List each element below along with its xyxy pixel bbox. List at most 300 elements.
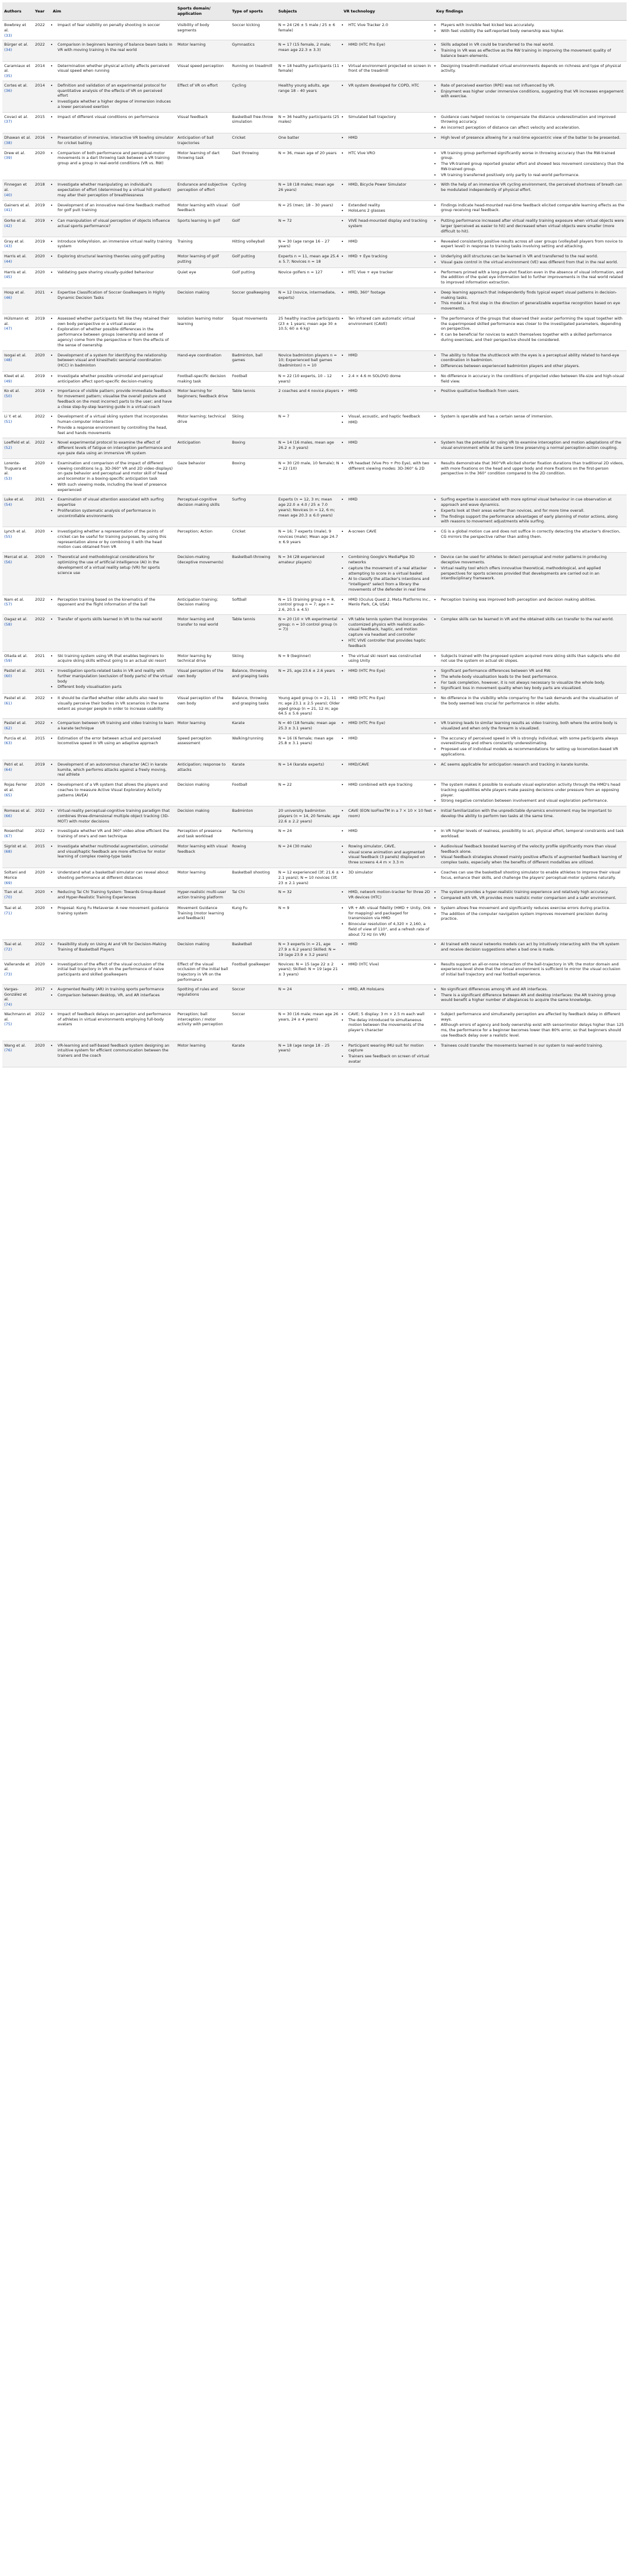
tech-cell-list	[344, 63, 433, 74]
reference-link: (35)	[4, 74, 12, 79]
tech-cell	[342, 940, 434, 959]
domain-cell: Isolation learning motor learning	[176, 314, 230, 350]
tech-cell-item: • HMD (HTC Pro Eye)	[348, 720, 433, 726]
aim-cell	[51, 387, 176, 412]
findings-cell-item: • Rate of perceived exertion (RPE) was not influenced by VR.	[441, 83, 625, 88]
subjects-cell: N = 18 healthy participants (11 female)	[277, 61, 342, 81]
domain-cell: Speed perception assessment	[176, 734, 230, 760]
subjects-cell: N = 7	[277, 412, 342, 438]
findings-cell-item: • Results demonstrate that 360°VR elicited shorter fixation durations than traditional 2D videos, with more fixations on the head and upper body and more fixations on the first-person perspective in the 360° condition compared to the 2D condition.	[441, 461, 625, 476]
aim-cell	[51, 780, 176, 806]
aim-cell-item: • Comparison of both performance and perceptual-motor movements in a dart throwing task between a VR training group and a group in real-world conditions (VR vs. RW)	[58, 151, 174, 166]
domain-cell: Motor learning and transfer to real world	[176, 614, 230, 651]
findings-cell-item: • Underlying skill structures can be learned in VR and transferred to the real world.	[441, 254, 625, 259]
authors-cell	[2, 314, 33, 350]
authors-cell	[2, 288, 33, 314]
tech-cell-item: • VR table tennis system that incorporates customized physics with realistic audio-visual feedback, haptic, and motion capture via headset and controller	[348, 617, 433, 637]
findings-cell-item: • Initial familiarization with the unpredictable dynamics environment may be important to develop the ability to perform two tasks at the same time.	[441, 808, 625, 819]
aim-cell-item: • VR-learning and self-based feedback system designing an intuitive system for efficient communication between the trainers and the coach	[58, 1043, 174, 1059]
tech-cell	[342, 148, 434, 180]
year-cell: 2022	[33, 614, 51, 651]
reference-link: (47)	[4, 326, 12, 331]
findings-cell-list	[436, 696, 625, 706]
subjects-cell: Experts n = 11, mean age 25.4 ± 5.7; Novices n = 18	[277, 252, 342, 268]
tech-cell-list	[344, 762, 433, 767]
year-cell: 2017	[33, 984, 51, 1009]
domain-cell: Perception of presence and task workload	[176, 827, 230, 842]
aim-cell-list	[53, 388, 174, 409]
reference-link: (37)	[4, 119, 12, 125]
year-cell: 2014	[33, 81, 51, 112]
table-row	[2, 200, 627, 216]
aim-cell	[51, 350, 176, 371]
aim-cell	[51, 614, 176, 651]
authors-cell	[2, 984, 33, 1009]
aim-cell-list	[53, 254, 174, 259]
tech-cell-item: • HMD	[348, 388, 433, 394]
findings-cell	[434, 806, 627, 827]
author-name: Drew et al.	[4, 150, 26, 155]
findings-cell	[434, 984, 627, 1009]
findings-cell	[434, 112, 627, 133]
tech-cell-list	[344, 529, 433, 534]
aim-cell	[51, 237, 176, 252]
author-name: Kleet et al.	[4, 373, 26, 378]
aim-cell	[51, 267, 176, 288]
aim-cell-item: • Comparison in beginners learning of balance beam tasks in VR with moving training in the real world	[58, 42, 174, 53]
subjects-cell: N = 9	[277, 903, 342, 940]
subjects-cell: N = 36, mean age of 20 years	[277, 148, 342, 180]
header-year: Year	[33, 2, 51, 21]
subjects-cell: N = 24 (26 ± 5 male / 25 ± 6 female)	[277, 21, 342, 40]
aim-cell-list	[53, 114, 174, 120]
domain-cell: Visual perception of the own body	[176, 694, 230, 719]
reference-link: (43)	[4, 244, 12, 249]
findings-cell-item: • Deep learning approach that independently finds typical expert visual patterns in decision-making tasks.	[441, 290, 625, 301]
tech-cell-item: • HMD/CAVE	[348, 762, 433, 767]
domain-cell: Anticipation; response to attacks	[176, 760, 230, 780]
reference-link: (61)	[4, 700, 12, 706]
tech-cell	[342, 959, 434, 984]
aim-cell-list	[53, 808, 174, 824]
year-cell: 2022	[33, 21, 51, 40]
aim-cell-list	[53, 668, 174, 690]
tech-cell-list	[344, 83, 433, 88]
table-row	[2, 133, 627, 149]
year-cell: 2022	[33, 694, 51, 719]
tech-cell	[342, 841, 434, 868]
tech-cell	[342, 888, 434, 904]
reference-link: (34)	[4, 47, 12, 53]
findings-cell	[434, 527, 627, 553]
findings-cell-item: • Putting performance increased after virtual reality training exposure when virtual objects were larger (perceived as easier to hit) and decreased when virtual objects were smaller (more difficult to hit).	[441, 218, 625, 234]
tech-cell	[342, 21, 434, 40]
findings-cell-item: • It can be beneficial for novices to watch themselves together with a skilled performance during exercises, and their perspective should be considered.	[441, 332, 625, 343]
subjects-cell: N = 24	[277, 984, 342, 1009]
subjects-cell: N = 9 (beginner)	[277, 651, 342, 667]
tech-cell	[342, 903, 434, 940]
findings-cell-item: • Skills adapted in VR could be transferred to the real world.	[441, 42, 625, 47]
findings-cell-list	[436, 63, 625, 74]
domain-cell: Perception; ball interception / motor activity with perception	[176, 1009, 230, 1041]
year-cell: 2018	[33, 180, 51, 200]
tech-cell-list	[344, 42, 433, 47]
table-row	[2, 614, 627, 651]
domain-cell: Perceptual-cognitive decision making skills	[176, 495, 230, 527]
tech-cell-list	[344, 720, 433, 726]
sport-cell: Soccer	[230, 984, 277, 1009]
tech-cell	[342, 81, 434, 112]
reference-link: (74)	[4, 1002, 12, 1008]
author-name: Soltani and Morice	[4, 870, 26, 880]
findings-cell	[434, 387, 627, 412]
tech-cell	[342, 984, 434, 1009]
sport-cell: Surfing	[230, 495, 277, 527]
year-cell: 2020	[33, 267, 51, 288]
domain-cell: Anticipation	[176, 438, 230, 458]
tech-cell	[342, 595, 434, 614]
aim-cell-item: • Exploration of whether possible differences in the performance between groups (ownership and sense of agency) come from the perspective or from the effects of the sense of ownership	[58, 327, 174, 347]
subjects-cell: N = 17 (15 female, 2 male; mean age 22.3 ± 3.3)	[277, 40, 342, 61]
sport-cell: Dart throwing	[230, 148, 277, 180]
findings-cell-item: • The ability to follow the shuttlecock with the eyes is a perceptual ability related to hand-eye coordination in badminton.	[441, 353, 625, 364]
tech-cell-item: • AI to classify the attacker's intentions and "intelligent" select from a library the movements of the defender in real time	[348, 576, 433, 592]
tech-cell-list	[344, 668, 433, 674]
author-name: Bowbrey et al.	[4, 23, 26, 33]
aim-cell-list	[53, 554, 174, 575]
header-subjects: Subjects	[277, 2, 342, 21]
year-cell: 2019	[33, 200, 51, 216]
authors-cell	[2, 237, 33, 252]
aim-cell-list	[53, 782, 174, 798]
aim-cell-item: • Comparison between VR training and video training to learn a karate technique	[58, 720, 174, 731]
findings-cell-list	[436, 23, 625, 34]
tech-cell-list	[344, 828, 433, 834]
authors-cell	[2, 387, 33, 412]
domain-cell: Hand-eye coordination	[176, 350, 230, 371]
subjects-cell: Experts (n = 12, 3 m; mean age 22.0 ± 4.0 / 25 ± 7.0 years); Novices (n = 12, 6 m; mean age 20.3 ± 6.0 years)	[277, 495, 342, 527]
table-row	[2, 760, 627, 780]
tech-cell	[342, 133, 434, 149]
aim-cell	[51, 760, 176, 780]
reference-link: (59)	[4, 658, 12, 664]
findings-cell	[434, 553, 627, 595]
sport-cell: Basketball shooting	[230, 868, 277, 888]
year-cell: 2016	[33, 133, 51, 149]
year-cell: 2015	[33, 734, 51, 760]
tech-cell-item: • HTC VIVE controller that provides haptic feedback	[348, 638, 433, 649]
sport-cell: Soccer kicking	[230, 21, 277, 40]
table-row	[2, 81, 627, 112]
table-row	[2, 959, 627, 984]
aim-cell-item: • Different body visualisation parts	[58, 684, 174, 690]
domain-cell: Anticipation training; Decision making	[176, 595, 230, 614]
authors-cell	[2, 21, 33, 40]
tech-cell	[342, 651, 434, 667]
tech-cell-list	[344, 135, 433, 141]
tech-cell-item: • HMD (HTC Pro Eye)	[348, 42, 433, 47]
tech-cell-item: • HMD, 360° footage	[348, 290, 433, 295]
findings-cell	[434, 252, 627, 268]
findings-cell	[434, 371, 627, 387]
header-vr-technology: VR technology	[342, 2, 434, 21]
tech-cell-list	[344, 987, 433, 992]
author-name: Harris et al.	[4, 254, 27, 259]
tech-cell	[342, 412, 434, 438]
authors-cell	[2, 252, 33, 268]
findings-cell-item: • Experts look at their areas earlier than novices, and for more time overall.	[441, 508, 625, 514]
findings-cell-item: • Subjects trained with the proposed system acquired more skiing skills than subjects who did not use the system on actual ski slopes.	[441, 653, 625, 664]
table-row	[2, 888, 627, 904]
aim-cell	[51, 112, 176, 133]
aim-cell-list	[53, 942, 174, 952]
table-row	[2, 387, 627, 412]
author-name: Gray et al.	[4, 238, 25, 244]
tech-cell-item: • HMD (Oculus Quest 2, Meta Platforms Inc., Menlo Park, CA, USA)	[348, 597, 433, 608]
authors-cell	[2, 734, 33, 760]
year-cell: 2015	[33, 841, 51, 868]
tech-cell	[342, 553, 434, 595]
findings-cell-list	[436, 461, 625, 476]
aim-cell-item: • Investigate whether VR and 360°-video allow efficient the training of one's and own technique	[58, 828, 174, 839]
authors-cell	[2, 868, 33, 888]
sport-cell: Soccer goalkeeping	[230, 288, 277, 314]
table-row	[2, 868, 627, 888]
findings-cell-list	[436, 942, 625, 952]
aim-cell-list	[53, 63, 174, 74]
year-cell: 2022	[33, 940, 51, 959]
domain-cell: Anticipation of ball trajectories	[176, 133, 230, 149]
authors-cell	[2, 527, 33, 553]
tech-cell-item: • visual scene animation and augmented visual feedback (3 panels) displayed on three screens 4.4 m × 3.3 m	[348, 850, 433, 865]
authors-cell	[2, 760, 33, 780]
domain-cell: Decision making	[176, 940, 230, 959]
aim-cell-list	[53, 720, 174, 731]
tech-cell	[342, 438, 434, 458]
authors-cell	[2, 112, 33, 133]
findings-cell-item: • The addition of the computer navigation system improves movement precision during practice.	[441, 911, 625, 922]
aim-cell-item: • Comparison between desktop, VR, and AR interfaces	[58, 993, 174, 998]
domain-cell: Motor learning by technical drive	[176, 651, 230, 667]
findings-cell-item: • Guidance cues helped novices to compensate the distance underestimation and improved throwing accuracy.	[441, 114, 625, 125]
subjects-cell: Novice golfers n = 127	[277, 267, 342, 288]
author-name: Pastel et al.	[4, 720, 27, 726]
reference-link: (69)	[4, 880, 12, 885]
aim-cell-item: • Can manipulation of visual perception of objects influence actual sports performance?	[58, 218, 174, 229]
table-row	[2, 412, 627, 438]
findings-cell	[434, 780, 627, 806]
findings-cell-item: • System allows free movement and significantly reduces exercise errors during practice.	[441, 906, 625, 911]
aim-cell-list	[53, 497, 174, 518]
findings-cell-list	[436, 1012, 625, 1038]
aim-cell-list	[53, 440, 174, 455]
sport-cell: Balance, throwing and grasping tasks	[230, 667, 277, 694]
subjects-cell: N = 12 experienced (3f; 21.6 ± 2.1 years); N = 10 novices (3f; 23 ± 2.1 years)	[277, 868, 342, 888]
year-cell: 2021	[33, 667, 51, 694]
authors-cell	[2, 806, 33, 827]
tech-cell-list	[344, 870, 433, 875]
sport-cell: Football goalkeeper	[230, 959, 277, 984]
tech-cell	[342, 694, 434, 719]
aim-cell-list	[53, 374, 174, 384]
findings-cell	[434, 734, 627, 760]
aim-cell-item: • Development of a system for identifying the relationship between visual and kinesthetic sensorial coordination (HCC) in badminton	[58, 353, 174, 368]
aim-cell	[51, 719, 176, 734]
aim-cell-item: • Transfer of sports skills learned in VR to the real world	[58, 617, 174, 622]
aim-cell	[51, 940, 176, 959]
table-row	[2, 148, 627, 180]
subjects-cell: N = 22	[277, 780, 342, 806]
tech-cell-item: • HMD	[348, 239, 433, 244]
year-cell: 2019	[33, 314, 51, 350]
year-cell: 2020	[33, 527, 51, 553]
tech-cell	[342, 387, 434, 412]
domain-cell: Decision making	[176, 806, 230, 827]
tech-cell-item: • Virtual environment projected on screen in front of the treadmill	[348, 63, 433, 74]
findings-cell	[434, 412, 627, 438]
sport-cell: Skiing	[230, 651, 277, 667]
year-cell: 2020	[33, 959, 51, 984]
author-name: Finnegan et al.	[4, 182, 27, 193]
authors-cell	[2, 148, 33, 180]
subjects-cell: N = 32	[277, 888, 342, 904]
year-cell: 2022	[33, 412, 51, 438]
tech-cell-list	[344, 151, 433, 156]
sport-cell: Boxing	[230, 438, 277, 458]
aim-cell-item: • Estimation of the error between actual and perceived locomotive speed in VR using an adaptive approach	[58, 736, 174, 747]
findings-cell-list	[436, 597, 625, 602]
subjects-cell: Novices: N = 15 (age 22 ± 2 years); Skilled: N = 19 (age 21 ± 3 years)	[277, 959, 342, 984]
subjects-cell: N = 18 (age range 18 – 25 years)	[277, 1041, 342, 1067]
findings-cell-item: • No difference in the visibility while comparing for the task demands and the visualisation of the body seemed less crucial for performance in older adults.	[441, 696, 625, 706]
reference-link: (67)	[4, 834, 12, 839]
tech-cell-list	[344, 239, 433, 244]
tech-cell-item: • HMD	[348, 440, 433, 445]
domain-cell: Motor learning	[176, 719, 230, 734]
tech-cell	[342, 314, 434, 350]
findings-cell-list	[436, 83, 625, 99]
findings-cell-list	[436, 151, 625, 178]
findings-cell-list	[436, 182, 625, 193]
year-cell: 2020	[33, 903, 51, 940]
subjects-cell: N = 14 (16 males, mean age 26.2 ± 3 years)	[277, 438, 342, 458]
aim-cell-item: • Reducing Tai Chi Training System: Towards Group-Based and Hyper-Realistic Training Experiences	[58, 890, 174, 900]
findings-cell-item: • Strong negative correlation between involvement and visual exploration performance.	[441, 798, 625, 804]
authors-cell	[2, 841, 33, 868]
sport-cell: Boxing	[230, 458, 277, 495]
findings-cell	[434, 237, 627, 252]
findings-cell-item: • Significant performance differences between VR and RW.	[441, 668, 625, 674]
findings-cell-item: • Findings indicate head-mounted real-time feedback elicited comparable learning effects as the group receiving real feedback.	[441, 203, 625, 213]
author-name: Mercat et al.	[4, 554, 28, 560]
findings-cell-list	[436, 762, 625, 767]
author-name: Purcia et al.	[4, 735, 27, 741]
aim-cell-item: • Investigation of the effect of the visual occlusion of the initial ball trajectory in VR on the performance of naive participants and skilled goalkeepers	[58, 962, 174, 977]
year-cell: 2020	[33, 458, 51, 495]
aim-cell-item: • Augmented Reality (AR) in training sports performance	[58, 987, 174, 992]
year-cell: 2022	[33, 719, 51, 734]
authors-cell	[2, 959, 33, 984]
findings-cell-item: • The accuracy of perceived speed in VR is strongly individual, with some participants always overestimating and others constantly underestimating.	[441, 736, 625, 747]
reference-link: (36)	[4, 88, 12, 93]
tech-cell-item: • Simulated ball trajectory	[348, 114, 433, 120]
aim-cell-list	[53, 414, 174, 435]
aim-cell	[51, 180, 176, 200]
domain-cell: Movement Guidance Training (motor learning and feedback)	[176, 903, 230, 940]
authors-cell	[2, 438, 33, 458]
findings-cell-list	[436, 218, 625, 234]
reference-link: (76)	[4, 1048, 12, 1053]
findings-cell	[434, 841, 627, 868]
subjects-cell: N = 30 (age range 16 – 27 years)	[277, 237, 342, 252]
aim-cell-list	[53, 1043, 174, 1059]
tech-cell-item: • A-screen CAVE	[348, 529, 433, 534]
year-cell: 2022	[33, 595, 51, 614]
author-name: Romeas et al.	[4, 808, 31, 814]
table-row	[2, 40, 627, 61]
tech-cell-item: • capture the movement of a real attacker attempting to score in a virtual basket	[348, 566, 433, 576]
domain-cell: Endurance and subjective perception of effort	[176, 180, 230, 200]
findings-cell-item: • Significant loss in movement quality when key body parts are visualized.	[441, 686, 625, 691]
aim-cell	[51, 667, 176, 694]
tech-cell-item: • HMD	[348, 353, 433, 358]
tech-cell-item: • HMD, network motion-tracker for three 2D VR devices (HTC)	[348, 890, 433, 900]
tech-cell-list	[344, 696, 433, 701]
findings-cell	[434, 651, 627, 667]
author-name: Vallerande et al.	[4, 961, 30, 972]
table-row	[2, 667, 627, 694]
table-row	[2, 719, 627, 734]
aim-cell-list	[53, 529, 174, 550]
reference-link: (33)	[4, 33, 12, 38]
year-cell: 2021	[33, 288, 51, 314]
sport-cell: Softball	[230, 595, 277, 614]
sport-cell: Running on treadmill	[230, 61, 277, 81]
table-row	[2, 1009, 627, 1041]
table-row	[2, 984, 627, 1009]
reference-link: (46)	[4, 295, 12, 300]
findings-cell-item: • No significant differences among VR and AR interfaces.	[441, 987, 625, 992]
aim-cell-item: • Understand what a basketball simulator can reveal about shooting performance at different distances	[58, 870, 174, 881]
tech-cell	[342, 734, 434, 760]
aim-cell-list	[53, 182, 174, 197]
tech-cell-list	[344, 290, 433, 295]
aim-cell-list	[53, 736, 174, 747]
domain-cell: Motor learning	[176, 40, 230, 61]
findings-cell	[434, 719, 627, 734]
subjects-cell: N = 12 (novice, intermediate, experts)	[277, 288, 342, 314]
reference-link: (45)	[4, 275, 12, 280]
tech-cell-item: • HMD (HTC Vive)	[348, 962, 433, 967]
aim-cell	[51, 827, 176, 842]
table-row	[2, 841, 627, 868]
aim-cell-item: • Presentation of immersive, interactive VR bowling simulator for cricket batting	[58, 135, 174, 146]
aim-cell	[51, 216, 176, 237]
tech-cell-item: • Ten infrared cam automatic virtual environment (CAVE)	[348, 316, 433, 327]
findings-cell-list	[436, 290, 625, 311]
tech-cell-list	[344, 554, 433, 592]
findings-cell-list	[436, 388, 625, 394]
domain-cell: Visual speed perception	[176, 61, 230, 81]
findings-cell	[434, 216, 627, 237]
domain-cell: Motor learning with visual feedback	[176, 200, 230, 216]
findings-cell	[434, 694, 627, 719]
findings-cell	[434, 438, 627, 458]
sport-cell: Hitting volleyball	[230, 237, 277, 252]
aim-cell	[51, 959, 176, 984]
reference-link: (65)	[4, 792, 12, 798]
author-name: Covaci et al.	[4, 114, 28, 119]
